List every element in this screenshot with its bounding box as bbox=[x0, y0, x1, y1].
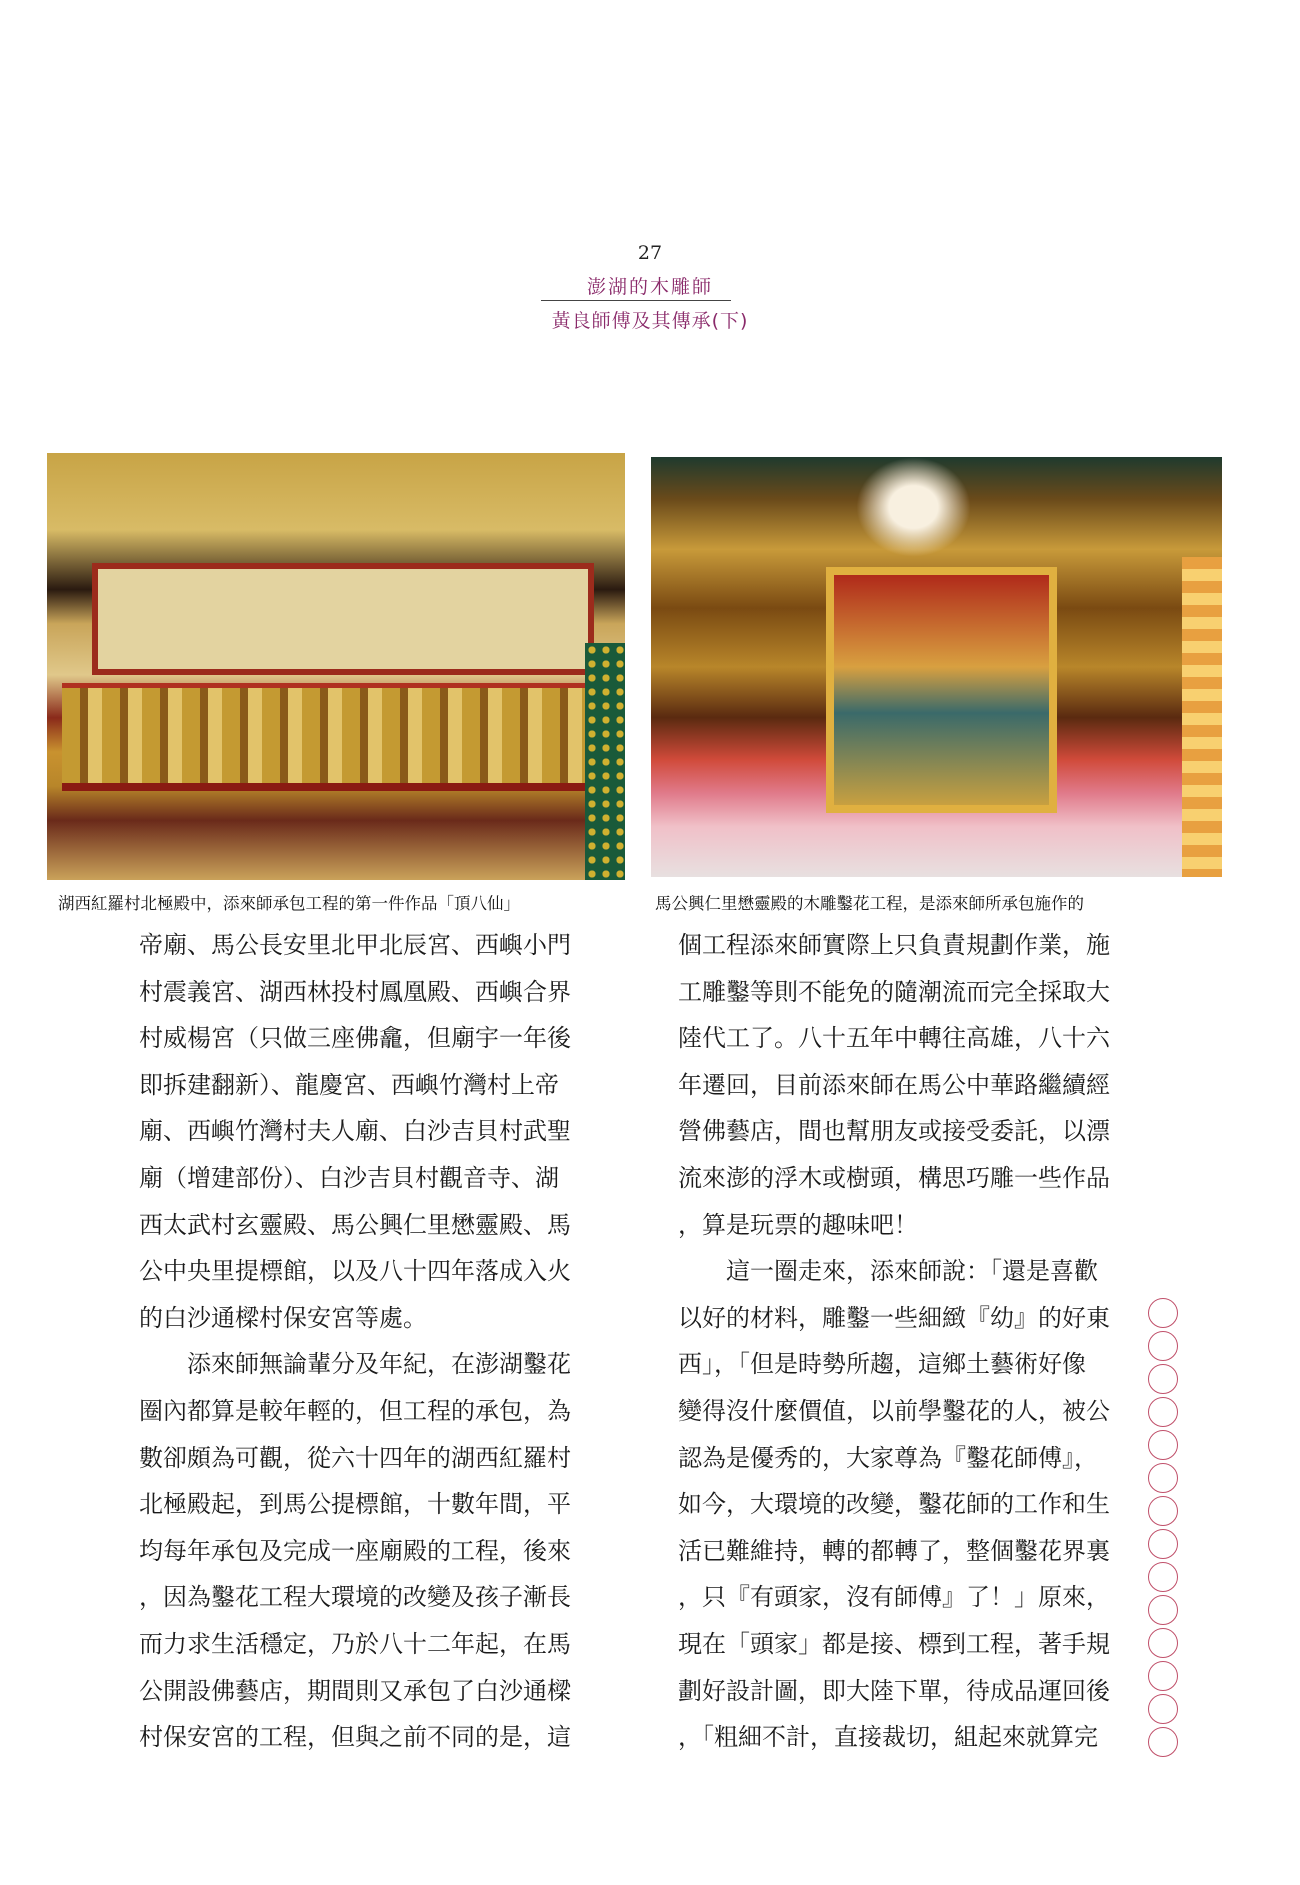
photo-caption-left: 湖西紅羅村北極殿中，添來師承包工程的第一件作品「頂八仙」 bbox=[58, 894, 520, 913]
text-line: 北極殿起，到馬公提標館，十數年間，平 bbox=[139, 1490, 571, 1519]
text-line: 活已難維持，轉的都轉了，整個鑿花界裏 bbox=[678, 1536, 1110, 1565]
text-line: 圈內都算是較年輕的，但工程的承包，為 bbox=[139, 1396, 571, 1425]
text-line: 變得沒什麼價值，以前學鑿花的人，被公 bbox=[678, 1396, 1110, 1425]
text-line: 這一圈走來，添來師說：「還是喜歡 bbox=[726, 1257, 1098, 1286]
text-line: 數卻頗為可觀，從六十四年的湖西紅羅村 bbox=[139, 1443, 571, 1472]
text-line: 公開設佛藝店，期間則又承包了白沙通樑 bbox=[139, 1676, 571, 1705]
text-line: 的白沙通樑村保安宮等處。 bbox=[139, 1303, 427, 1332]
photo-caption-right: 馬公興仁里懋靈殿的木雕鑿花工程，是添來師所承包施作的 bbox=[655, 894, 1084, 913]
seal-stamp-icon bbox=[1148, 1628, 1178, 1658]
text-line: 村威楊宮（只做三座佛龕，但廟宇一年後 bbox=[139, 1024, 571, 1053]
seal-stamp-icon bbox=[1148, 1694, 1178, 1724]
seal-stamp-icon bbox=[1148, 1562, 1178, 1592]
lantern-column bbox=[1182, 557, 1222, 877]
text-line: 西太武村玄靈殿、馬公興仁里懋靈殿、馬 bbox=[139, 1210, 571, 1239]
text-line: 而力求生活穩定，乃於八十二年起，在馬 bbox=[139, 1629, 571, 1658]
text-line: 以好的材料，雕鑿一些細緻『幼』的好東 bbox=[678, 1303, 1110, 1332]
text-line: 帝廟、馬公長安里北甲北辰宮、西嶼小門 bbox=[139, 931, 571, 959]
carved-beam bbox=[62, 683, 602, 791]
text-line: 工雕鑿等則不能免的隨潮流而完全採取大 bbox=[678, 977, 1110, 1006]
text-line: ，只『有頭家，沒有師傅』了！」原來， bbox=[678, 1583, 1110, 1612]
running-title: 澎湖的木雕師 bbox=[586, 276, 713, 298]
seal-stamp-icon bbox=[1148, 1529, 1178, 1559]
painted-panel bbox=[92, 563, 594, 675]
text-line: ，因為鑿花工程大環境的改變及孩子漸長 bbox=[139, 1583, 571, 1612]
text-line: 村保安宮的工程，但與之前不同的是，這 bbox=[139, 1723, 571, 1752]
text-line: 流來澎的浮木或樹頭，構思巧雕一些作品 bbox=[678, 1163, 1110, 1192]
seal-stamp-icon bbox=[1148, 1496, 1178, 1526]
text-line: 村震義宮、湖西林投村鳳凰殿、西嶼合界 bbox=[139, 977, 571, 1006]
text-line: 即拆建翻新）、龍慶宮、西嶼竹灣村上帝 bbox=[139, 1070, 559, 1099]
text-line: 廟（增建部份）、白沙吉貝村觀音寺、湖 bbox=[139, 1163, 559, 1192]
text-line: ，算是玩票的趣味吧！ bbox=[678, 1210, 918, 1239]
decorated-pillar bbox=[585, 643, 625, 880]
body-column-left bbox=[139, 922, 601, 1761]
page-number: 27 bbox=[637, 242, 663, 264]
seal-stamp-icon bbox=[1148, 1397, 1178, 1427]
seal-stamp-icon bbox=[1148, 1364, 1178, 1394]
text-line: 如今，大環境的改變，鑿花師的工作和生 bbox=[678, 1490, 1110, 1519]
seal-stamp-icon bbox=[1148, 1661, 1178, 1691]
title-divider bbox=[541, 300, 731, 301]
text-line: 廟、西嶼竹灣村夫人廟、白沙吉貝村武聖 bbox=[139, 1117, 571, 1146]
seal-stamp-icon bbox=[1148, 1298, 1178, 1328]
text-line: 現在「頭家」都是接、標到工程，著手規 bbox=[678, 1629, 1110, 1658]
text-line: 個工程添來師實際上只負責規劃作業，施 bbox=[678, 931, 1110, 959]
text-line: ，「粗細不計，直接裁切，組起來就算完 bbox=[678, 1723, 1098, 1752]
seal-stamp-icon bbox=[1148, 1463, 1178, 1493]
chandelier bbox=[856, 457, 971, 557]
text-line: 年遷回，目前添來師在馬公中華路繼續經 bbox=[678, 1070, 1110, 1099]
text-line: 添來師無論輩分及年紀，在澎湖鑿花 bbox=[187, 1350, 571, 1379]
seal-stamp-icon bbox=[1148, 1727, 1178, 1757]
altar-shrine bbox=[826, 567, 1057, 813]
text-line: 陸代工了。八十五年中轉往高雄，八十六 bbox=[678, 1024, 1110, 1053]
seal-stamp-icon bbox=[1148, 1331, 1178, 1361]
seal-stamp-icon bbox=[1148, 1430, 1178, 1460]
text-line: 劃好設計圖，即大陸下單，待成品運回後 bbox=[678, 1676, 1110, 1705]
text-line: 認為是優秀的，大家尊為『鑿花師傅』， bbox=[678, 1443, 1098, 1472]
text-line: 營佛藝店，間也幫朋友或接受委託，以漂 bbox=[678, 1117, 1110, 1146]
seal-stamp-strip bbox=[1148, 1298, 1182, 1758]
text-line: 公中央里提標館，以及八十四年落成入火 bbox=[139, 1257, 571, 1286]
body-column-right bbox=[678, 922, 1141, 1761]
text-line: 西」，「但是時勢所趨，這鄉土藝術好像 bbox=[678, 1350, 1086, 1379]
seal-stamp-icon bbox=[1148, 1595, 1178, 1625]
photo-temple-carving-left bbox=[47, 453, 625, 880]
text-line: 均每年承包及完成一座廟殿的工程，後來 bbox=[139, 1536, 571, 1565]
photo-temple-altar-right bbox=[651, 457, 1222, 877]
running-subtitle: 黃良師傅及其傳承(下) bbox=[551, 310, 749, 332]
